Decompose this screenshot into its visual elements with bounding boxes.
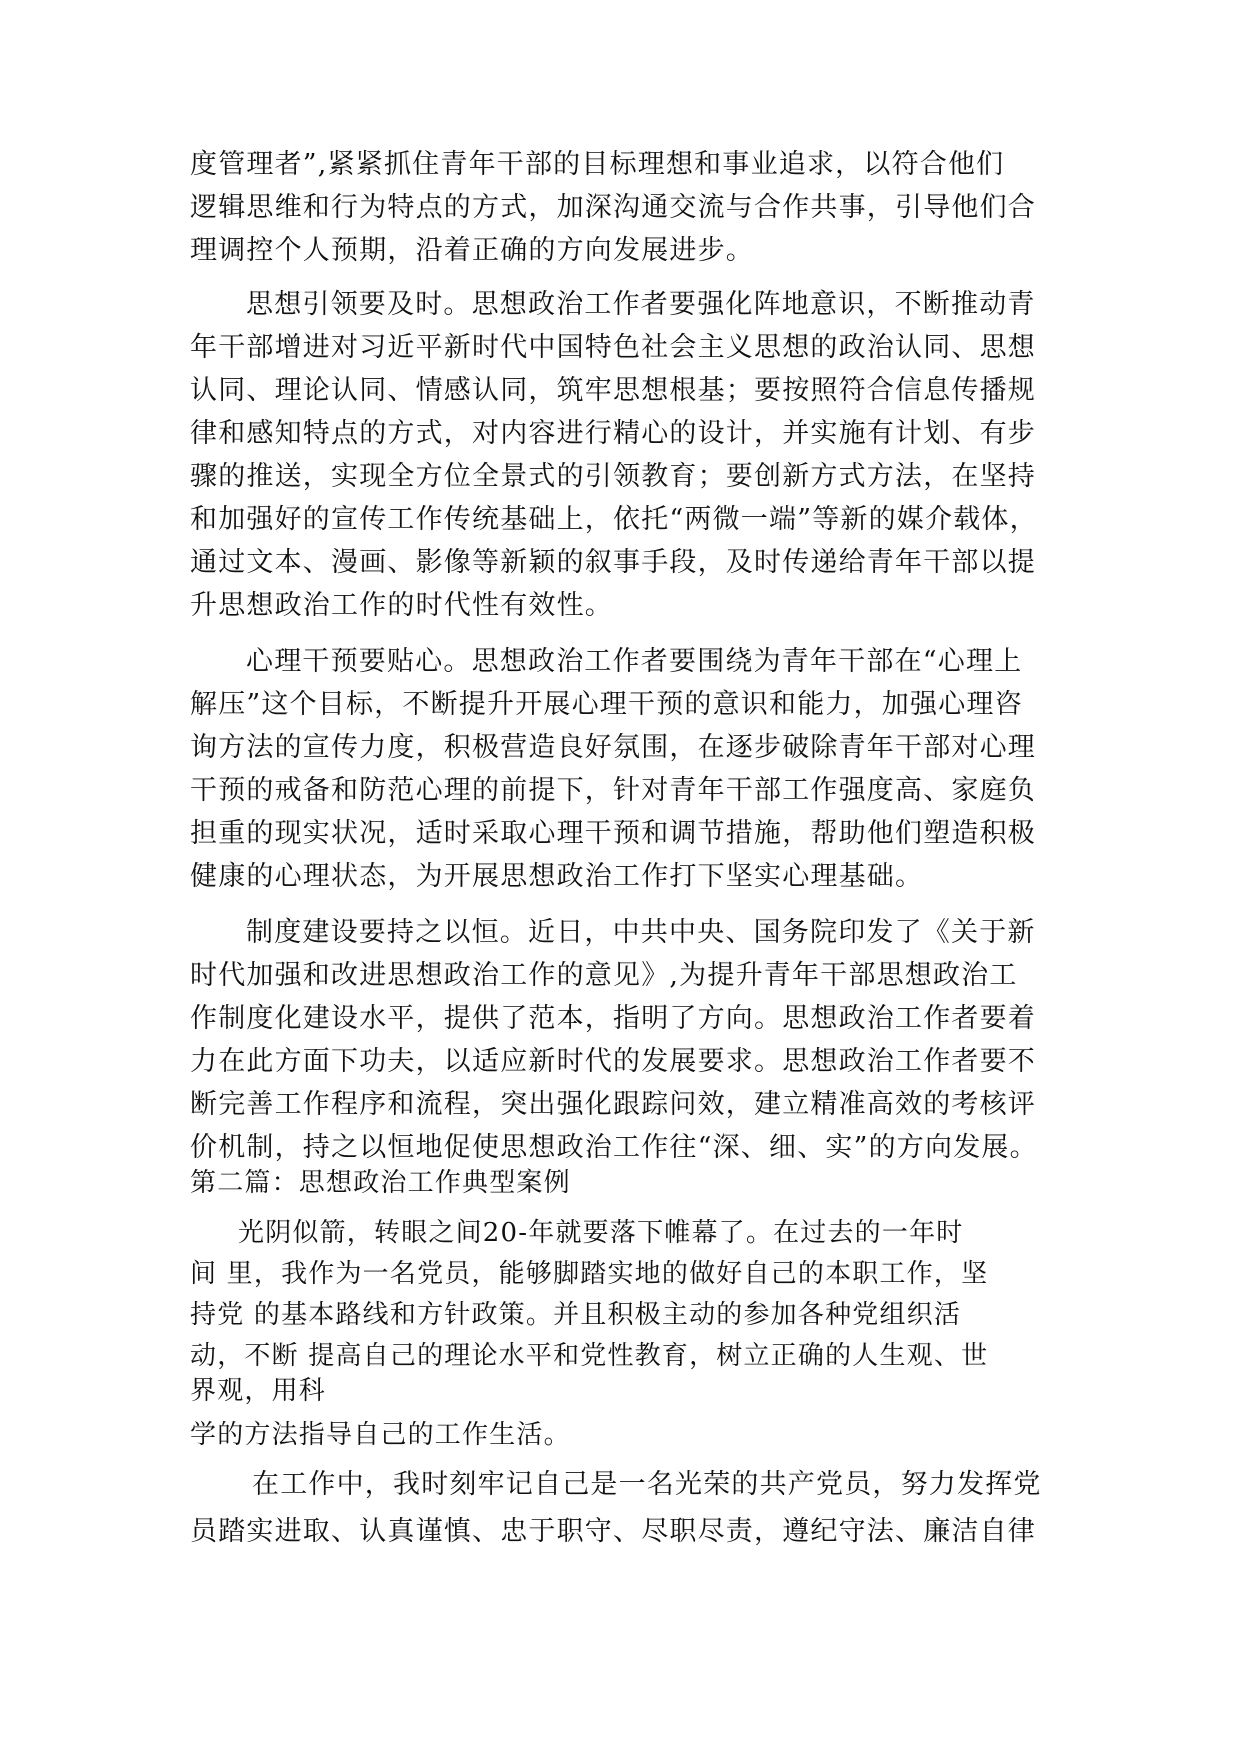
text-line: 力在此方面下功夫，以适应新时代的发展要求。思想政治工作者要不 <box>190 1046 1036 1077</box>
text-line: 担重的现实状况，适时采取心理干预和调节措施，帮助他们塑造积极 <box>190 818 1036 849</box>
text-line: 理调控个人预期，沿着正确的方向发展进步。 <box>190 235 754 266</box>
text-line: 解压”这个目标，不断提升开展心理干预的意识和能力，加强心理咨 <box>190 689 1023 720</box>
text-line: 询方法的宣传力度，积极营造良好氛围，在逐步破除青年干部对心理 <box>190 732 1036 763</box>
text-line: 心理干预要贴心。思想政治工作者要围绕为青年干部在“心理上 <box>246 646 1023 677</box>
text-line: 光阴似箭，转眼之间20-年就要落下帷幕了。在过去的一年时 <box>238 1218 964 1248</box>
text-line: 在工作中，我时刻牢记自己是一名光荣的共产党员，努力发挥党 <box>252 1469 1042 1500</box>
text-line: 骤的推送，实现全方位全景式的引领教育；要创新方式方法，在坚持 <box>190 461 1036 492</box>
text-line: 界观，用科 <box>190 1376 327 1406</box>
text-line: 升思想政治工作的时代性有效性。 <box>190 590 613 621</box>
text-line: 认同、理论认同、情感认同，筑牢思想根基；要按照符合信息传播规 <box>190 375 1036 406</box>
text-line: 作制度化建设水平，提供了范本，指明了方向。思想政治工作者要着 <box>190 1003 1036 1034</box>
text-line: 干预的戒备和防范心理的前提下，针对青年干部工作强度高、家庭负 <box>190 775 1036 806</box>
text-line: 和加强好的宣传工作传统基础上，依托“两微一端”等新的媒介载体， <box>190 504 1038 535</box>
text-line: 价机制，持之以恒地促使思想政治工作往“深、细、实”的方向发展。 <box>190 1132 1038 1163</box>
text-line: 学的方法指导自己的工作生活。 <box>190 1420 571 1450</box>
text-line: 制度建设要持之以恒。近日，中共中央、国务院印发了《关于新 <box>246 917 1036 948</box>
text-line: 律和感知特点的方式，对内容进行精心的设计，并实施有计划、有步 <box>190 418 1036 449</box>
text-line: 员踏实进取、认真谨慎、忠于职守、尽职尽责，遵纪守法、廉洁自律 <box>190 1516 1036 1547</box>
text-line: 逻辑思维和行为特点的方式，加深沟通交流与合作共事，引导他们合 <box>190 192 1036 223</box>
text-line: 思想引领要及时。思想政治工作者要强化阵地意识，不断推动青 <box>246 289 1036 320</box>
text-line: 通过文本、漫画、影像等新颖的叙事手段，及时传递给青年干部以提 <box>190 547 1036 578</box>
text-line: 健康的心理状态，为开展思想政治工作打下坚实心理基础。 <box>190 861 924 892</box>
text-line: 断完善工作程序和流程，突出强化跟踪问效，建立精准高效的考核评 <box>190 1089 1036 1120</box>
section-heading: 第二篇：思想政治工作典型案例 <box>190 1168 571 1198</box>
text-line: 时代加强和改进思想政治工作的意见》,为提升青年干部思想政治工 <box>190 960 1018 991</box>
text-line: 动，不断 提高自己的理论水平和党性教育，树立正确的人生观、世 <box>190 1341 989 1371</box>
text-line: 年干部增进对习近平新时代中国特色社会主义思想的政治认同、思想 <box>190 332 1036 363</box>
text-line: 度管理者”,紧紧抓住青年干部的目标理想和事业追求，以符合他们 <box>190 149 1005 180</box>
text-line: 间 里，我作为一名党员，能够脚踏实地的做好自己的本职工作，坚 <box>190 1259 989 1289</box>
text-line: 持党 的基本路线和方针政策。并且积极主动的参加各种党组织活 <box>190 1300 962 1330</box>
